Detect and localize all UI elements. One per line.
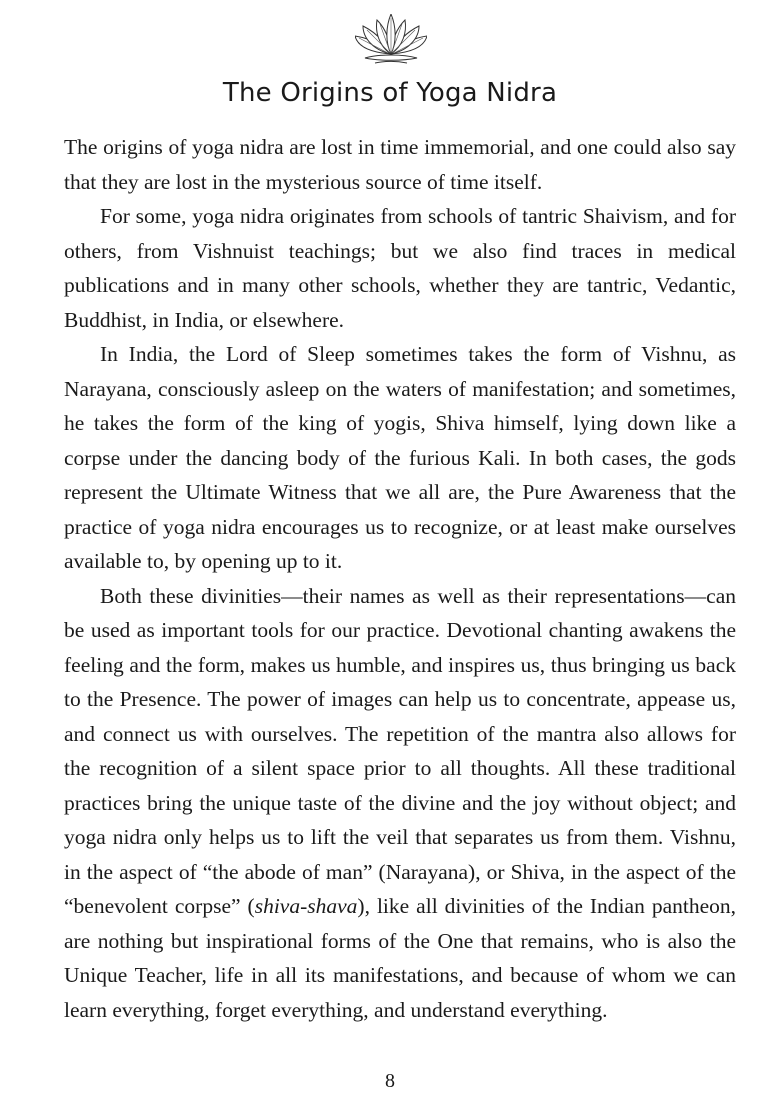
paragraph-4-text-end: ), like all divinities of the Indian pantheon, are nothing but inspirational forms of the One that remains, who is also the Unique Teacher, life in all its manifestations, and because of whom we can learn everything, forget everything, and understand everything. — [64, 894, 737, 1022]
paragraph-1: The origins of yoga nidra are lost in time immemorial, and one could also say that they are lost in the mysterious source of time itself. — [64, 135, 736, 194]
chapter-body — [64, 130, 736, 1027]
chapter-title: The Origins of Yoga Nidra — [222, 78, 558, 108]
paragraph-2: For some, yoga nidra originates from schools of tantric Shaivism, and for others, from Vishnuist teachings; but we also find traces in medical publications and in many other schools, whether they are tantric, Vedantic, Buddhist, in India, or elsewhere. — [64, 204, 736, 332]
page-number: 8 — [385, 1070, 395, 1092]
paragraph-3: In India, the Lord of Sleep sometimes takes the form of Vishnu, as Narayana, consciously asleep on the waters of manifestation; and sometimes, he takes the form of the king of yogis, Shiva himself, lying down like a corpse under the dancing body of the furious Kali. In both cases, the gods represent the Ultimate Witness that we all are, the Pure Awareness that the practice of yoga nidra encourages us to recognize, or at least make ourselves available to, by opening up to it. — [64, 342, 736, 573]
paragraph-4-text-start: Both these divinities—their names as well as their representations—can be used as important tools for our practice. Devotional chanting awakens the feeling and the form, makes us humble, and inspires us, thus bringing us back to the Presence. The power of images can help us to concentrate, appease us, and connect us with ourselves. The repetition of the mantra also allows for the recognition of a silent space prior to all thoughts. All these traditional practices bring the unique taste of the divine and the joy without object; and yoga nidra only helps us to lift the veil that separates us from them. Vishnu, in the aspect of “the abode of man” (Narayana), or Shiva, in the aspect of the “benevolent corpse” ( — [64, 583, 736, 918]
lotus-icon — [355, 14, 427, 66]
italic-term: shiva-shava — [254, 894, 358, 918]
paragraph-4 — [64, 579, 736, 1028]
